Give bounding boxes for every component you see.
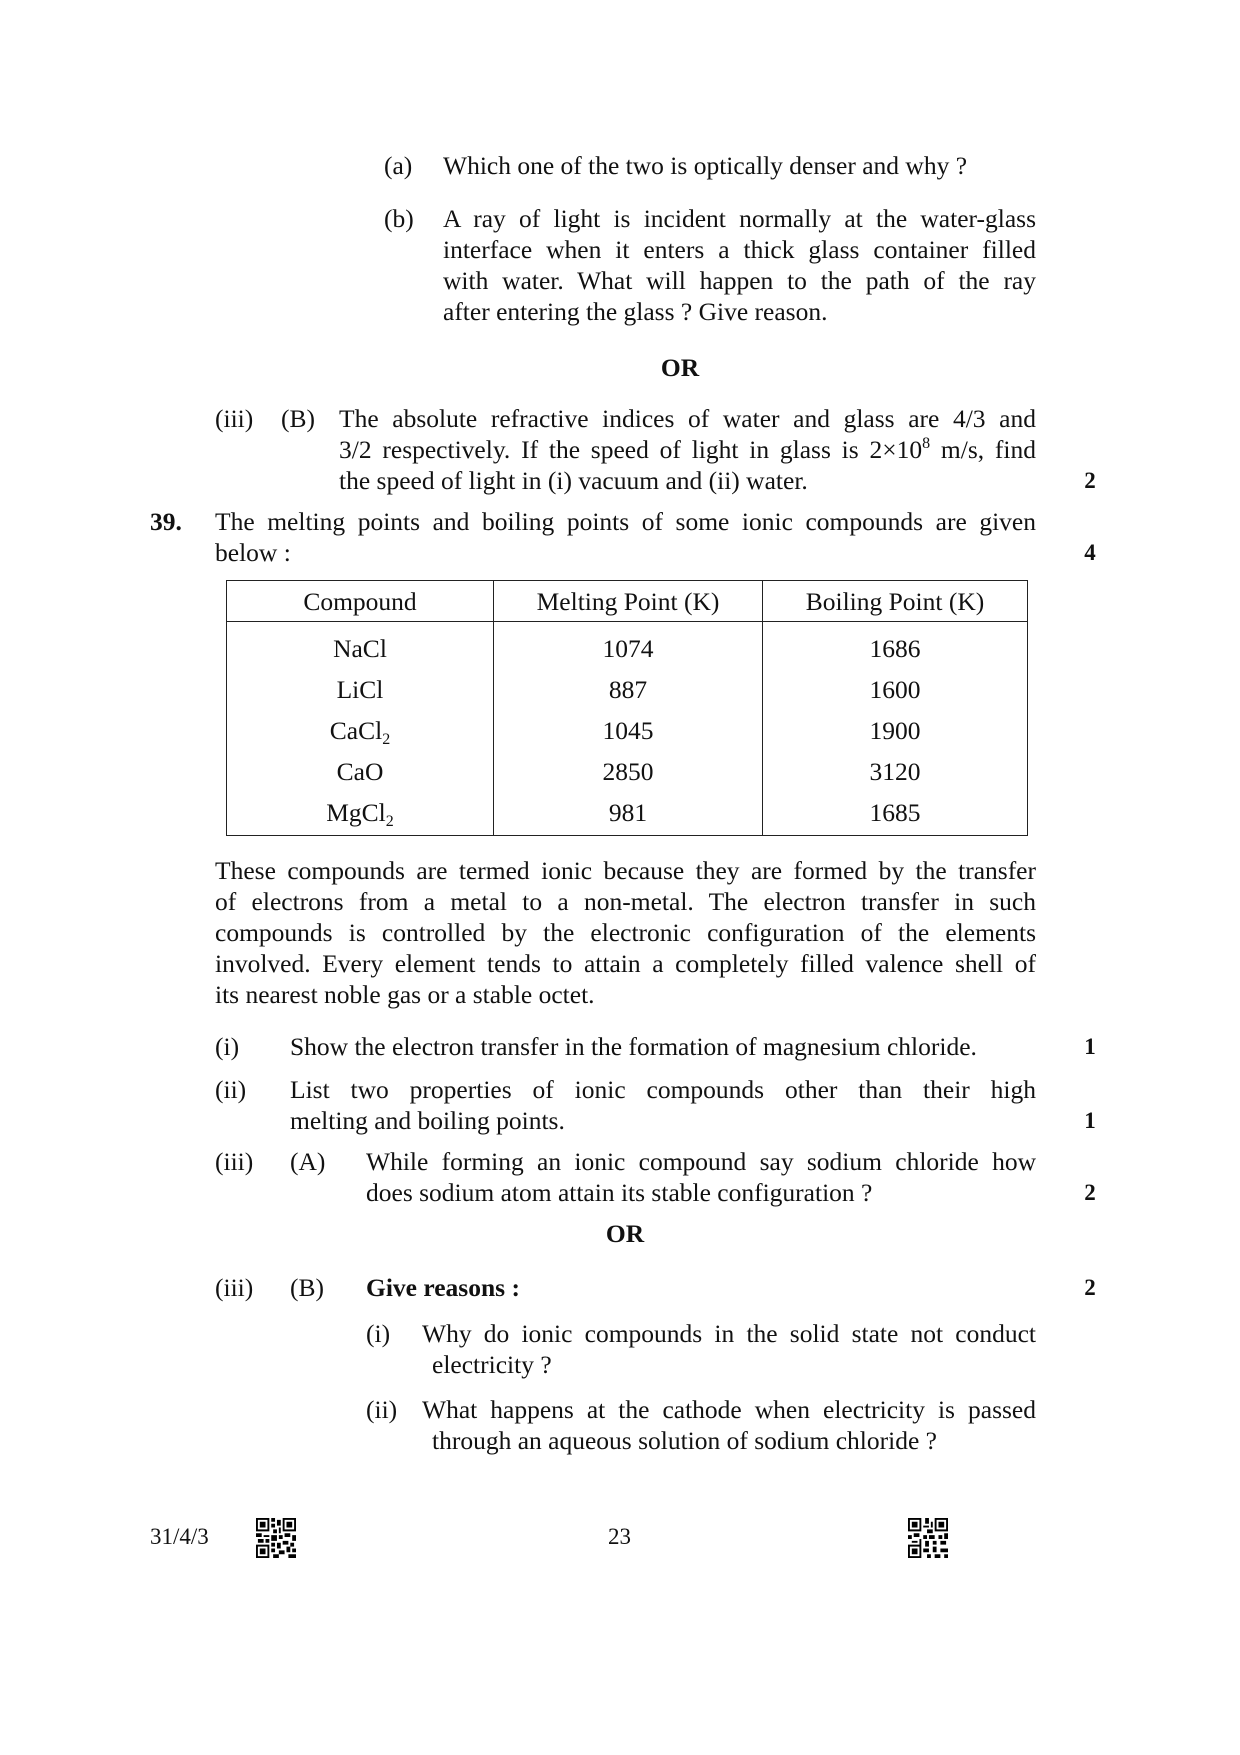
boiling-cell: 3120 [763,751,1028,792]
q38-b-label: (b) [384,204,414,233]
compounds-table [226,580,1028,836]
paragraph-line: These compounds are termed ionic because they are formed by the transfer [215,856,1036,885]
reason-i-text [422,1318,1036,1380]
or-separator-2: OR [605,1219,645,1248]
q39-iiiA-marks: 2 [1084,1180,1096,1205]
q39-ii-text [290,1074,1036,1136]
q38-b-line: after entering the glass ? Give reason. [443,297,828,326]
compound-cell: LiCl [227,669,494,710]
compound-cell: CaO [227,751,494,792]
q39-iii-label: (iii) [215,1147,254,1176]
paragraph-line: of electrons from a metal to a non-metal. The electron transfer in such [215,887,1036,916]
q38-a-label: (a) [384,151,413,180]
compound-cell: MgCl$_2$ [227,792,494,836]
reason-i-label: (i) [366,1319,391,1348]
boiling-cell: 1600 [763,669,1028,710]
q38-b-text [443,203,1036,327]
boiling-cell: 1685 [763,792,1028,836]
q39-intro-line2: below : [215,538,291,567]
q39-iiiB-marks: 2 [1084,1275,1096,1300]
header-melting-point: Melting Point (K) [494,581,763,622]
melting-cell: 1045 [494,710,763,751]
q39-ii-line1: List two properties of ionic compounds other than their high [290,1075,1036,1104]
q38-iiiB-line3: the speed of light in (i) vacuum and (ii) water. [339,466,808,495]
q39-ii-label: (ii) [215,1075,247,1104]
boiling-cell: 1900 [763,710,1028,751]
q39-ii-marks: 1 [1084,1108,1096,1133]
melting-cell: 981 [494,792,763,836]
q38-B-label: (B) [281,404,315,433]
q39-iiiA-line2: does sodium atom attain its stable configuration ? [366,1178,873,1207]
melting-cell: 887 [494,669,763,710]
qr-code-icon [908,1518,948,1558]
q39-iiiB-label: (iii) [215,1273,254,1302]
paragraph-line: involved. Every element tends to attain a completely filled valence shell of [215,949,1036,978]
paragraph-line: its nearest noble gas or a stable octet. [215,980,595,1009]
table-row [227,792,1028,836]
q39-iiiA-line1: While forming an ionic compound say sodium chloride how [366,1147,1036,1176]
q38-iiiB-marks: 2 [1084,468,1096,493]
q39-intro-line1: The melting points and boiling points of some ionic compounds are given [215,507,1036,536]
q39-B-label: (B) [290,1273,324,1302]
table-row [227,669,1028,710]
q39-paragraph [215,855,1036,1010]
give-reasons-heading: Give reasons : [366,1273,520,1302]
q38-iiiB-text [339,403,1036,496]
or-separator-1: OR [660,353,700,382]
reason-i-line2: electricity ? [432,1350,552,1379]
table-row [227,710,1028,751]
q38-iiiB-line2-post: m/s, find [930,435,1036,464]
compound-cell: NaCl [227,622,494,670]
q38-b-line: interface when it enters a thick glass container filled [443,235,1036,264]
q39-marks: 4 [1084,540,1096,565]
q39-intro [215,506,1036,568]
reason-i-line1: Why do ionic compounds in the solid state not conduct [422,1319,1036,1348]
q38-iiiB-line2 [339,434,1036,465]
q38-iiiB-line1: The absolute refractive indices of water and glass are 4/3 and [339,404,1036,433]
reason-ii-line2: through an aqueous solution of sodium chloride ? [432,1426,937,1455]
paper-code: 31/4/3 [150,1524,209,1549]
q38-iiiB-line2-pre: 3/2 respectively. If the speed of light in glass is 2×10 [339,435,923,464]
q39-i-marks: 1 [1084,1034,1096,1059]
qr-code-icon [256,1518,296,1558]
q38-a-text: Which one of the two is optically denser and why ? [443,151,968,180]
q39-i-text: Show the electron transfer in the formation of magnesium chloride. [290,1032,977,1061]
q38-b-line: with water. What will happen to the path of the ray [443,266,1036,295]
q39-iiiA-text [366,1146,1036,1208]
table-header-row [227,581,1028,622]
table-row [227,751,1028,792]
q39-A-label: (A) [290,1147,326,1176]
reason-ii-text [422,1394,1036,1456]
q39-ii-line2: melting and boiling points. [290,1106,565,1135]
compound-cell: CaCl$_2$ [227,710,494,751]
melting-cell: 2850 [494,751,763,792]
paragraph-line: compounds is controlled by the electronic configuration of the elements [215,918,1036,947]
q39-number: 39. [150,507,182,536]
exponent: 8 [922,435,931,452]
q39-i-label: (i) [215,1032,240,1061]
q38-b-line: A ray of light is incident normally at the water-glass [443,204,1036,233]
reason-ii-label: (ii) [366,1395,398,1424]
header-compound: Compound [227,581,494,622]
page-number: 23 [608,1524,631,1549]
header-boiling-point: Boiling Point (K) [763,581,1028,622]
q38-iii-label: (iii) [215,404,254,433]
melting-cell: 1074 [494,622,763,670]
table-row [227,622,1028,670]
reason-ii-line1: What happens at the cathode when electricity is passed [422,1395,1036,1424]
boiling-cell: 1686 [763,622,1028,670]
